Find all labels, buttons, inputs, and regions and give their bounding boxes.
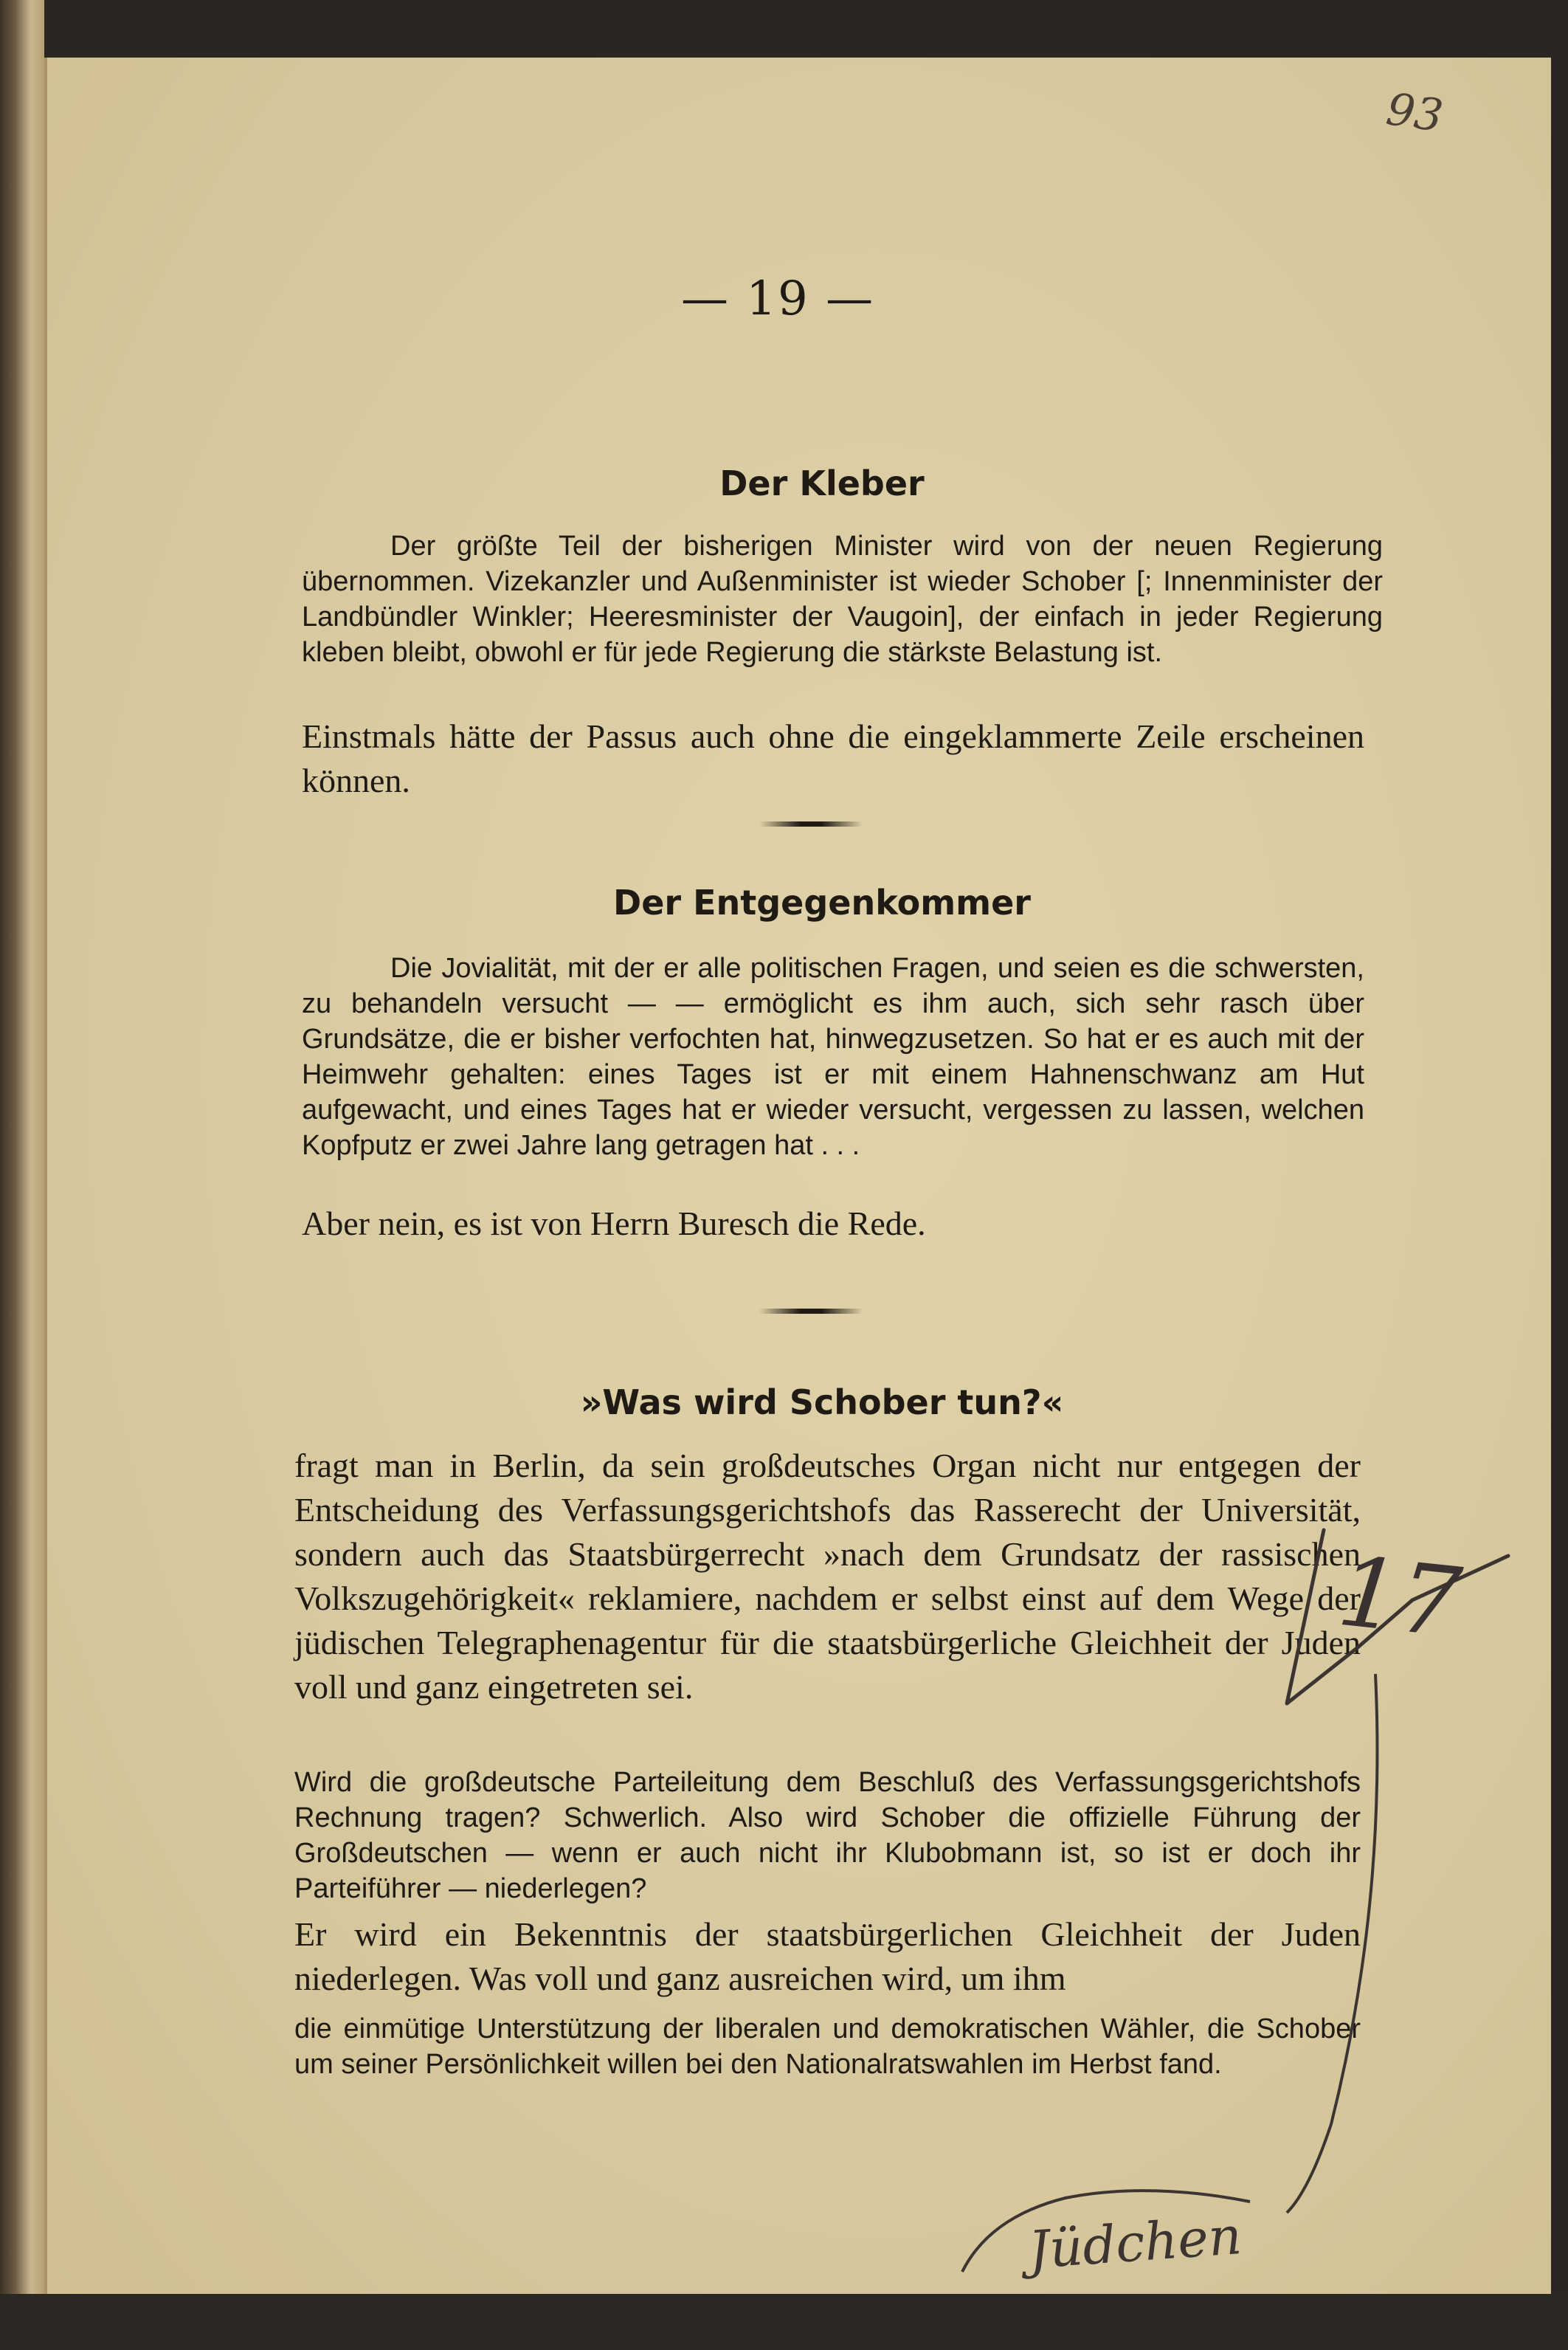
handwritten-check-mark — [47, 58, 1551, 2294]
comment-der-kleber: Einstmals hätte der Passus auch ohne die eingeklammerte Zeile erscheinen können. — [302, 717, 1364, 799]
schober-paragraph-1: fragt man in Berlin, da sein großdeutsches Organ nicht nur entgegen der Entscheidung des Verfassungsgerichtshofs das Rasserecht der Universität, sondern auch das Staatsbürgerrecht »nach dem Grundsatz der rassischen Volkszugehörigkeit« reklamiere, nachdem er selbst einst auf dem Wege der jüdischen Telegraphenagentur für die staatsbürgerliche Gleichheit der Juden voll und ganz eingetreten sei. — [294, 1447, 1361, 1706]
schober-quote-2: die einmütige Unterstützung der liberalen und demokratischen Wähler, die Schober um seiner Persönlichkeit willen bei den Nationalratswahlen im Herbst fand. — [294, 2013, 1361, 2080]
quote-der-kleber: Der größte Teil der bisherigen Minister wird von der neuen Regierung übernommen. Vizekanzler und Außenminister ist wieder Schober [; Innenminister der Landbündler Winkler; Heeresminister der Vaugoin], der einfach in jeder Regierung kleben bleibt, obwohl er für jede Regierung die stärkste Belastung ist. — [302, 531, 1383, 668]
schober-quote-1: Wird die großdeutsche Parteileitung dem Beschluß des Verfassungsgerichtshofs Rechnung tragen? Schwerlich. Also wird Schober die offizielle Führung der Großdeutschen — wenn er auch nicht ihr Klubobmann ist, so ist er doch ihr Parteiführer — niederlegen? — [294, 1767, 1361, 1904]
book-spine — [0, 0, 44, 2350]
folio-number: 93 — [1383, 83, 1446, 142]
page-number: — 19 — — [680, 272, 875, 326]
heading-der-entgegenkommer: Der Entgegenkommer — [613, 883, 1031, 923]
handwritten-signature: Jüdchen — [1026, 2205, 1244, 2281]
comment-der-entgegenkommer: Aber nein, es ist von Herrn Buresch die Rede. — [302, 1205, 926, 1242]
margin-annotation: 17 — [1333, 1534, 1466, 1660]
heading-was-wird-schober-tun: »Was wird Schober tun?« — [580, 1382, 1064, 1422]
schober-paragraph-2: Er wird ein Bekenntnis der staatsbürgerlichen Gleichheit der Juden niederlegen. Was voll und ganz ausreichen wird, um ihm — [294, 1915, 1361, 1997]
document-page — [44, 58, 1551, 2294]
heading-der-kleber: Der Kleber — [719, 464, 925, 503]
quote-der-entgegenkommer: Die Jovialität, mit der er alle politischen Fragen, und seien es die schwersten, zu behandeln versucht — — ermöglicht es ihm auch, sich sehr rasch über Grundsätze, die er bisher verfochten hat, hinwegzusetzen. So hat er es auch mit der Heimwehr gehalten: eines Tages ist er mit einem Hahnenschwanz am Hut aufgewacht, und eines Tages hat er wieder versucht, vergessen zu lassen, welchen Kopfputz er zwei Jahre lang getragen hat . . . — [302, 953, 1364, 1161]
scan-background — [0, 2294, 1568, 2350]
